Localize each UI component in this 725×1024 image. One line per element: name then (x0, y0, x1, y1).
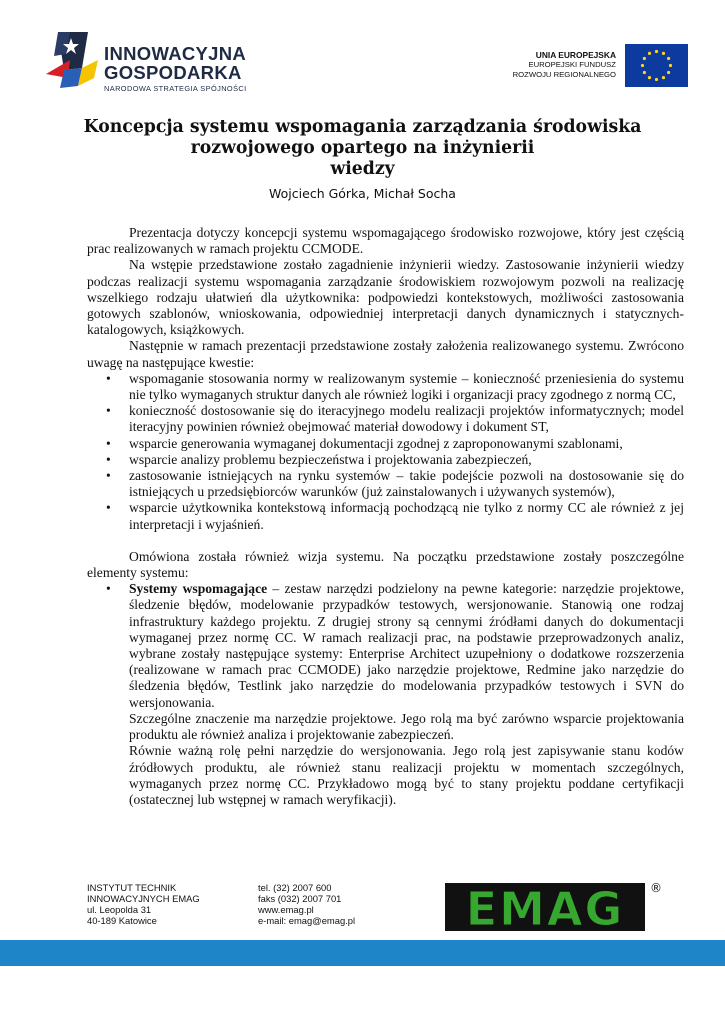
bullet-icon: • (106, 370, 111, 386)
contact-fax: faks (032) 2007 701 (258, 893, 342, 904)
title-line1: Koncepcja systemu wspomagania zarządzania środowiska (83, 117, 642, 137)
innowacyjna-gospodarka-logo (44, 30, 254, 100)
registered-mark: ® (650, 881, 662, 895)
list-item (87, 403, 684, 435)
title-line2: rozwojowego opartego na inżynierii (190, 138, 535, 158)
title-line3: wiedzy (330, 159, 395, 179)
list-item-text: wspomaganie stosowania normy w realizowanym systemie – konieczność przeniesienia do systemu nie tylko wymaganych struktur danych ale również logiki i organizacji pracy zgodnego z normą CC, (129, 370, 684, 403)
ig-line3: NARODOWA STRATEGIA SPÓJNOŚCI (104, 84, 247, 93)
list-item-text: wsparcie analizy problemu bezpieczeństwa i projektowania zabezpieczeń, (129, 451, 532, 467)
eu-line2: EUROPEJSKI FUNDUSZ (528, 60, 616, 69)
address-line: INNOWACYJNYCH EMAG (87, 893, 200, 904)
list-item (87, 436, 684, 452)
authors: Wojciech Górka, Michał Socha (269, 186, 456, 201)
ig-text-block (104, 44, 247, 94)
emag-logo (445, 880, 667, 935)
systems-description: – zestaw narzędzi podzielony na pewne kategorie: narzędzie projektowe, śledzenie błędów, modelowanie przypadków testowych, wersjonowanie. Stanowią one rodzaj infrastruktury każdego projektu. Z drugiej strony są cennymi źródłami danych do dokumentacji wymaganej przez normę CC. W ramach realizacji prac, na podstawie przeprowadzonych analiz, wybrane zostały następujące systemy: Enterprise Architect uzupełniony o dodatkowe rozszerzenia (realizowane w ramach prac CCMODE) jako narzędzie projektowe, Redmine jako narzędzie do śledzenia błędów, Testlink jako narzędzie do modelowania przypadków testowych i SVN do wersjonowania. (129, 581, 685, 710)
document-body (87, 225, 684, 808)
list-item (87, 500, 684, 532)
address-line: ul. Leopolda 31 (87, 904, 152, 915)
list-item-text: wsparcie generowania wymaganej dokumentacji zgodnej z zaproponowanymi szablonami, (129, 435, 623, 451)
bullet-icon: • (106, 500, 111, 516)
address-line: INSTYTUT TECHNIK (87, 882, 177, 893)
list-item (87, 452, 684, 468)
address-line: 40-189 Katowice (87, 915, 157, 926)
contact-email: e-mail: emag@emag.pl (258, 915, 356, 926)
bottom-color-bar (0, 940, 725, 966)
ig-line2: GOSPODARKA (104, 62, 242, 83)
assumptions-list (87, 371, 684, 533)
paragraph-versioning-tool: Równie ważną rolę pełni narzędzie do wersjonowania. Jego rolą jest zapisywanie stanu kodów źródłowych produktu, ale również stanu realizacji projektu w momentach szczególnych, wymaganych przez normę CC. Przykładowo mogą być to stany projektu poddane certyfikacji (ostatecznej lub wstępnej w ramach weryfikacji). (129, 743, 684, 807)
eu-line1: UNIA EUROPEJSKA (535, 50, 616, 60)
footer-contact (258, 882, 355, 926)
bullet-icon: • (106, 451, 111, 467)
list-item-text: zastosowanie istniejących na rynku systemów – takie podejście pozwoli na dostosowanie się do istniejących u przedsiębiorców warunków (już zainstalowanych i używanych systemów), (129, 468, 684, 500)
paragraph-system-vision: Omówiona została również wizja systemu. Na początku przedstawione zostały poszczególne elementy systemu: (87, 548, 684, 581)
footer (0, 880, 725, 940)
list-item (87, 468, 684, 500)
emag-logo-text: EMAG (465, 882, 625, 935)
eu-flag-icon (625, 44, 688, 87)
bullet-icon: • (106, 581, 111, 597)
bullet-icon: • (106, 468, 111, 484)
ig-emblem-icon (44, 30, 100, 92)
list-item-text: wsparcie użytkownika kontekstową informacją pochodzącą nie tylko z normy CC ale również z jej interpretacji i wyjaśnień. (129, 500, 684, 532)
paragraph-intro: Prezentacja dotyczy koncepcji systemu wspomagającego środowisko rozwojowe, który jest częścią prac realizowanych w ramach projektu CCMODE. (87, 225, 684, 257)
contact-website: www.emag.pl (258, 904, 314, 915)
list-item-text: konieczność dostosowanie się do iteracyjnego modelu realizacji projektów informatycznych; model iteracyjny powinien również obejmować materiał dowodowy i dokument ST, (129, 403, 684, 435)
bullet-icon: • (106, 435, 111, 451)
ig-line1: INNOWACYJNA (104, 43, 247, 64)
paragraph-knowledge-engineering: Na wstępie przedstawione zostało zagadnienie inżynierii wiedzy. Zastosowanie inżynierii wiedzy podczas realizacji systemu wspomagania zarządzanie środowiskiem rozwojowym pozwoli na realizację wszelkiego rodzaju ułatwień dla użytkownika: podpowiedzi kontekstowych, możliwości zastosowania gotowych szablonów, wnioskowania, odpowiedniej interpretacji danych dynamicznych i statycznych- katalogowych, książkowych. (87, 257, 684, 338)
paragraph-assumptions: Następnie w ramach prezentacji przedstawione zostały założenia realizowanego systemu. Zwrócono uwagę na następujące kwestie: (87, 338, 684, 370)
bullet-icon: • (106, 403, 111, 419)
eu-line3: ROZWOJU REGIONALNEGO (512, 70, 616, 79)
eu-logo (500, 44, 688, 90)
list-item (87, 581, 684, 711)
footer-address (87, 882, 200, 926)
paragraph-design-tool: Szczególne znaczenie ma narzędzie projektowe. Jego rolą ma być zarówno wsparcie projektowania produktu ale również analiza i projektowanie zabezpieczeń. (129, 710, 684, 743)
document-title (0, 117, 725, 180)
list-item (87, 371, 684, 403)
eu-text-block (513, 50, 616, 80)
systems-bold-term: Systemy wspomagające (129, 581, 268, 597)
systems-list (87, 581, 684, 711)
spacer (87, 533, 684, 549)
contact-phone: tel. (32) 2007 600 (258, 882, 332, 893)
